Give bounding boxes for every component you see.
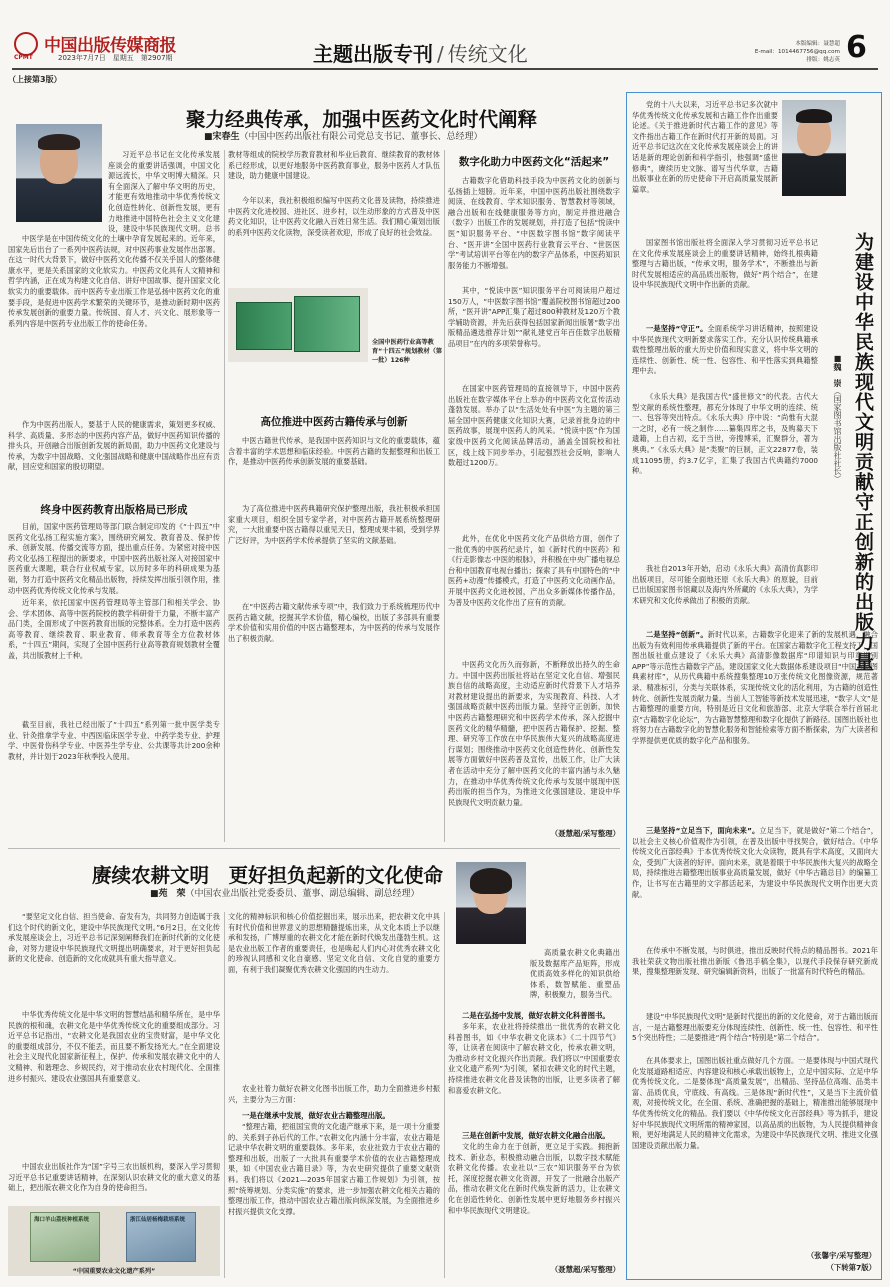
- article2-title: 赓续农耕文明 更好担负起新的文化使命: [92, 864, 444, 887]
- section-title: [313, 38, 528, 67]
- author3-portrait: [782, 100, 846, 196]
- a1-col3-p5: 中医药文化历久而弥新，不断释放出持久的生命力。中国中医药出版社将站在坚定文化自信、增强民族自信的战略高度，主动适应新时代背景下人才培养对教材建设提出的新要求，为实现教育、科技、人才强国战略贡献中医药出版力量。坚持守正创新，加快中医药古籍整理研究和中医药学术传承，深入挖掘中医药文化的精华精髓，把中医药古籍保护、挖掘、整理、研究等工作放在中华民族伟大复兴的战略高度进行谋划；围绕推动中医药文化创造性转化、创新性发展等方面做好中医药普及宣传，出版工作，让广大读者在活动中充分了解中医药文化的丰富内涵与永久魅力，在推动中华优秀传统文化传承与发展中展现中医药出版的担当作为，为推进文化强国建设、建设中华民族现代文明贡献力量。: [448, 660, 620, 807]
- heritage-books-image: [8, 1206, 220, 1276]
- article3-byline: [824, 354, 844, 554]
- a2-col3-h3: 三是在创新中发展，做好农耕文化融合出版。: [462, 1131, 610, 1140]
- book-cover-1: [30, 1212, 100, 1262]
- textbook-stack-2: [294, 296, 360, 352]
- a1-col2-p5: 在“中医药古籍文献传承专项”中，我们致力于系统梳理历代中医药古籍文献，挖掘其学术价值，精心编校，出版了多部具有重要学术价值和实用价值的中医古籍整理本，为中医药的传承与发展作出了积极贡献。: [228, 602, 440, 643]
- portrait1-hair: [38, 134, 80, 150]
- editor-info: [752, 40, 840, 64]
- a3-p10: 在具体要求上，国图出版社重点做好几个方面。一是要体现与中国式现代化发展道路相适应、内容建设和核心承载出版物上，立足中国实际、立足中华优秀传统文化。二是要体现“高质量发展”，出精品、坚持品位高端、品类丰富、品质优良，守底线、有高线。三是体现“新时代性”，又是当下主流价值观，对接传统文化，在全面、系统、准确把握的基础上，精准推出能够展现中华优秀传统文化的精品。我们要以《中华传统文化百部经典》等为抓手，建设好中华民族现代文明所需的精神家园，以高品质的出版物，为人民提供精神食粮，更好地满足人民的精神文化需求，为建设中华民族现代文明、推进文化强国建设贡献出版力量。: [632, 1056, 878, 1150]
- a3-h1: 一是坚持“守正”。: [646, 324, 708, 333]
- a3-intro: 党的十八大以来，习近平总书记多次就中华优秀传统文化传承发展和古籍工作作出重要论述。《关于推进新时代古籍工作的意见》等文件指出古籍工作在新时代打开新的局面。习近平总书记这次在文化传承发展座谈会上的讲话是新的理论创新和科学指引，他强调“盛世修典”，赓续历史文脉、谱写当代华章，古籍出版事业在新的历史使命下开启高质量发展新篇章。: [632, 100, 778, 194]
- article-separator: [8, 848, 620, 849]
- a3-h2: 二是坚持“创新”。: [646, 630, 708, 639]
- a1-col-rule-1: [224, 150, 225, 842]
- a2-col1-p3: 中国农业出版社作为“国”字号三农出版机构，要深入学习贯彻习近平总书记重要讲话精神，在深刻认识农耕文化的重大意义的基础上，把出版农耕文化作为自身的使命担当。: [8, 1162, 220, 1193]
- editor-name: 本版编辑：聂慧超: [795, 41, 840, 47]
- section-divider: /: [437, 42, 444, 66]
- logo-icon: [14, 32, 38, 56]
- a2-col2-p3: “整理古籍，把祖国宝贵的文化遗产继承下来，是一项十分重要的、关系到子孙后代的工作。”农耕文化内涵十分丰富，农业古籍是记录中华农耕文明的重要载体。多年来，农业社致力于农业古籍的整理和出版，出版了一大批具有重要学术价值的农业古籍整理成果，如《中国农业古籍目录》等，为农史研究提供了重要文献资料。我们将以《2021—2035年国家古籍工作规划》为引领，按照“统筹规划、分类实施”的要求，进一步加强农耕文化相关古籍的整理出版工作，推动中国农业古籍出版向纵深发展，为全面推进乡村振兴提供文化支撑。: [228, 1122, 440, 1216]
- portrait3-hair: [796, 109, 832, 123]
- article3-title: 为建设中华民族现代文明贡献守正创新的出版力量: [852, 232, 874, 672]
- a3-p6-text: 新时代以来，古籍数字化迎来了新的发展机遇，融合出版为有效利用传承典籍提供了新的平台。在国家古籍数字化工程支持下，国图出版社重点建设了《永乐大典》高清影像数据库“印谱知识与印章识别APP”等示范性古籍数字产品，建设国家文化大数据体系建设项目“中国古籍图典素材库”，从历代典籍中系统搜集整理10万张传统文化图像资源，规范著录、精准标引，分类与关联体系，实现传统文化的活化利用，为古籍的创造性转化、创新性发展贡献力量。当前人工智能等新技术发展迅速，“数字人文”是古籍整理的重要方向，特别是近日文化和旅游部、北京大学联合举行首届北京“古籍数字化论坛”，为古籍智慧整理和数字化提供了新路径。国图出版社也将努力在古籍数字化的智慧化服务和智能检索等方面不断探索，为广大读者和学界提供更优质的数字化产品和服务。: [632, 630, 878, 745]
- a3-h3: 三是坚持“立足当下，面向未来”。: [646, 826, 760, 835]
- section-subtitle: 传统文化: [447, 42, 528, 66]
- continued-from: （上接第3版）: [8, 75, 62, 84]
- a2-col1-p2: 中华优秀传统文化是中华文明的智慧结晶和精华所在，是中华民族的根和魂，农耕文化是中华优秀传统文化的重要组成部分。习近平总书记指出，“农耕文化是我国农业的宝贵财富，是中华文化的重要组成部分，不仅不能丢，而且要不断发扬光大。”在全面建设社会主义现代化国家新征程上，保护、传承和发展农耕文化中的人文精神、和谐理念、乡规民约，对于推动农业农村现代化、全面推进乡村振兴、建设农业强国具有重要意义。: [8, 1010, 220, 1083]
- a3-p9: 建设“中华民族现代文明”是新时代提出的新的文化使命，对于古籍出版而言，一是古籍整理出版要充分体现连续性、创新性、统一性、包容性、和平性5个突出特性；二是要推进“两个结合”特别是“第二个结合”。: [632, 1012, 878, 1043]
- editor-email: E-mail：1014467756@qq.com: [754, 49, 840, 55]
- a1-col2-p3: 中医古籍世代传承，是我国中医药知识与文化的重要载体，蕴含着丰富的学术思想和临床经验。中医药古籍的发掘整理和出版工作，是推动中医药传承创新发展的重要基础。: [228, 436, 440, 467]
- page-number: 6: [846, 30, 867, 65]
- article3-author: ■魏 崇: [833, 354, 842, 387]
- a1-col1-intro: 习近平总书记在文化传承发展座谈会的重要讲话强调，中国文化源远流长，中华文明博大精深。只有全面深入了解中华文明的历史，才能更有效地推动中华优秀传统文化创造性转化、创新性发展，更有力地推进中国特色社会主义文化建设，建设中华民族现代文明。总书: [108, 150, 220, 234]
- a1-col3-p1: 古籍数字化借助科技手段为中医药文化的创新与弘扬插上翅膀。近年来，中国中医药出版社围绕数字阅读、在线教育、学术知识服务、智慧教材等领域，融合出版和在线健康服务等方向，制定并推进融合（数字）出版工作的发展规划，并打造了包括“悦读中医”知识服务平台、“中医数字图书馆”数字阅读平台、“医开讲”全国中医药行业教育云平台、“世医医学”考试培训平台等在内的数字产品体系，中医药知识服务能力不断增强。: [448, 176, 620, 270]
- article1-title: 聚力经典传承，加强中医药文化时代阐释: [186, 108, 538, 131]
- a2-col-rule-1: [224, 912, 225, 1278]
- book-cover-1-title: 海口羊山荔枝种植系统: [34, 1217, 90, 1223]
- a1-col3-subhead: 数字化助力中医药文化“活起来”: [458, 156, 610, 168]
- a1-col2-p2: 今年以来，我社积极组织编写中医药文化普及读物，持续推进中医药文化进校园、进社区、进乡村，以生动形象的方式普及中医药文化知识，让中医药文化融入百姓日常生活。我们精心策划出版的系列中医药文化读物，深受读者欢迎，形成了良好的社会效益。: [228, 196, 440, 237]
- a2-col3-h2: 二是在弘扬中发展，做好农耕文化科普图书。: [462, 1011, 610, 1020]
- a1-col1-p5: 近年来，依托国家中医药管理局等主管部门和相关学会、协会、学术团体、高等中医药院校的教学科研骨干力量，不断丰富产品门类，全面形成了中医药教育出版的完整体系。全力打造中医药高等教育、继续教育、职业教育、师承教育等全方位教材体系，“十四五”期间，实现了全国中医药行业高等教育规划教材全覆盖，共出版教材上千种。: [8, 598, 220, 660]
- a2-col2-p1: 文化的精神标识和核心价值挖掘出来，展示出来，把农耕文化中具有时代价值和世界意义的思想精髓提炼出来，从文化本质上予以继承和发扬，广博厚重的农耕文化才能在新时代焕发出蓬勃生机。这是农业出版工作者的重要责任，也是唤起人们内心对优秀农耕文化的珍视认同感和文化自豪感、坚定文化自信、文化自觉的重要方面，有利于我们凝聚优秀农耕文化强国的内生动力。: [228, 912, 440, 974]
- a1-col1-p2: 中医学是在中国传统文化的土壤中孕育发展起来的。近年来，国家先后出台了一系列中医药法规，对中医药事业发展作出部署。在这一时代大背景下，做好中医药文化传播不仅关乎国人的整体健康水平，更是关系国家的文化软实力。中医药文化具有人文精神和哲学内涵，正在成为构建文化自信、讲好中国故事、提升国家文化软实力的重要载体。而中医药专业出版工作是弘扬中医药文化的重要手段，是促进中医药学术繁荣的关键环节，是推动新时期中医药传承发展创新的重要力量。传统国、育人才、兴文化、展形象等一系列内容是中医药专业出版工作的使命任务。: [8, 234, 220, 328]
- masthead: [0, 0, 890, 68]
- author2-portrait: [456, 862, 526, 944]
- header-rule: [12, 68, 878, 70]
- textbook-stack-1: [236, 302, 292, 350]
- book-cover-2-title: 浙江仙居杨梅栽培系统: [130, 1217, 186, 1223]
- a1-col3-p4: 此外，在优化中医药文化产品供给方面，创作了一批优秀的中医药纪录片，如《新时代的中医药》和《行走影像志·中医的根脉》，并积极在中央广播电视总台和中国教育电视台播出；探索了具有中国特色的“中医药+动漫”传播模式，打造了中医药文化动画作品，开展中医药文化进校园，产出众多新媒体传播作品，为普及中医药文化作出了应有的贡献。: [448, 534, 620, 607]
- editor-layout: 排版：姚志英: [806, 57, 840, 63]
- a1-credit: （聂慧超/采写整理）: [550, 829, 620, 838]
- issue-date: 2023年7月7日 星期五 第2907期: [58, 54, 173, 62]
- author1-portrait: [16, 124, 102, 222]
- a2-col2-p2: 农业社着力做好农耕文化图书出版工作，助力全面推进乡村振兴，主要分为三方面：: [228, 1084, 440, 1104]
- a2-col2-h1: 一是在继承中发展，做好农业古籍整理出版。: [242, 1111, 390, 1120]
- logo-sub: CPMT: [14, 54, 33, 61]
- article2-author-note: （中国农业出版社党委委员、董事、副总编辑、副总经理）: [185, 889, 420, 899]
- a3-p6: [632, 630, 878, 820]
- a2-col1-p1: “要坚定文化自信、担当使命、奋发有为，共同努力创造属于我们这个时代的新文化，建设中华民族现代文明。”6月2日，在文化传承发展座谈会上，习近平总书记深刻阐释我们在新时代新的文化使命，对努力建设中华民族现代文明提出明确要求，对于更好担负起新的文化使命、创造新的文化成就具有重大指导意义。: [8, 912, 220, 964]
- a1-col-rule-2: [444, 150, 445, 842]
- textbook-image-caption: 全国中医药行业高等教育“十四五”规划教材（第一批）126种: [372, 339, 443, 364]
- a3-credit: （张馨宇/采写整理）: [806, 1251, 876, 1260]
- a1-col1-p6: 截至目前，我社已经出版了“十四五”系列第一批中医学类专业、针灸推拿学专业、中西医临床医学专业、中药学类专业、护理学、中医骨伤科学专业、中医养生学专业、公共课等共计200余种教材，并计划于2023年秋季投入使用。: [8, 720, 220, 761]
- a3-p4: 《永乐大典》是我国古代“盛世修文”的代表。古代大型文献的系统性整理，都充分体现了中华文明的连续、统一、包容等突出特点。《永乐大典》序中说：“尚惟有大混一之时，必有一统之制作……纂集四库之书，及购募天下遗籍，上自古初，迄于当世，旁搜博采，汇聚群分，著为奥典。”《永乐大典》是“类聚”的巨制，正文22877卷，装成11095册，约3.7亿字，汇集了我国古代典籍约7000种。: [632, 392, 818, 476]
- a1-col1-subhead: 终身中医药教育出版格局已形成: [40, 504, 188, 516]
- a1-col2-p1: 教材等组成的院校学历教育教材和毕业后教育、继续教育的教材体系已经形成，以更好地服务中医药教育事业，服务中医药人才队伍建设，助力健康中国建设。: [228, 150, 440, 181]
- a1-col2-subhead: 高位推进中医药古籍传承与创新: [260, 416, 408, 428]
- a1-col3-p3: 在国家中医药管理局的直接领导下，中国中医药出版社在数字媒体平台上举办的中医药文化宣传活动蓬勃发展。举办了以“生活处处有中医”为主题的第三届全国中医药健康文化知识大赛，记录首批身边的中医药故事，展现中医药人的风采。“悦读中医”作为国家级中医药文化阅读品牌活动，涵盖全国院校和社区，线上线下同步举办，引起强烈社会反响，影响人数超过1200万。: [448, 384, 620, 468]
- a3-p2: 国家图书馆出版社将全面深入学习贯彻习近平总书记在文化传承发展座谈会上的重要讲话精神，始终扎根典籍整理与古籍出版，“传承文明，服务学术”，不断推出与新时代发展相适应的高品质出版物，做好“两个结合”，在建设中华民族现代文明中作出新的贡献。: [632, 238, 818, 290]
- a3-p5: 我社自2013年开始，启动《永乐大典》高清仿真影印出版项目，尽可能全面地还原《永乐大典》的原貌，目前已出版国家图书馆藏以及海内外所藏的《永乐大典》，为学术研究和文化传承做出了积极的贡献。: [632, 564, 818, 605]
- a3-p3-text: 全面系统学习讲话精神，按照建设中华民族现代文明新要求落实工作。充分认识传统典籍承载性整理出版的重大历史价值和现实意义，将中华文明的连续性、创新性、统一性、包容性、和平性落实到典籍整理中去。: [632, 324, 818, 376]
- article2-byline: [150, 886, 420, 899]
- a1-col3-p2: 其中，“悦读中医”知识服务平台可阅读用户超过150万人，“中医数字图书馆”覆盖院校图书馆超过200所，“医开讲”APP汇集了超过800种教材及120万个教学辅助资源，并先后获得包括国家新闻出版署“数字出版精品遴选推荐计划”“献礼建党百年百佳数字出版精品项目”在内的多项荣誉称号。: [448, 286, 620, 348]
- a3-p8: 在传承中不断发展，与时俱进，推出反映时代特点的精品图书。2021年我社荣获文物出版社推出新版《鲁迅手稿全集》，以现代手段保存研究新成果，搜集整理新发现、研究编辑新资料，出版了一批富有时代特色的精品。: [632, 946, 878, 977]
- article1-author: ■宋春生: [204, 132, 240, 142]
- a2-col3-p1: 高质量农耕文化典籍出版及数据库产品矩阵，形成优质高效多样化的知识供给体系，数智赋能、重塑品牌，积极聚力，服务当代。: [530, 948, 620, 1000]
- a2-col3-p2: 多年来，农业社将持续推出一批优秀的农耕文化科普图书，如《中华农耕文化读本》《二十四节气》等，让读者在阅读中了解农耕文化，传承农耕文明，为推动乡村文化振兴作出贡献。我们将以“中国重要农业文化遗产系列”为引领，紧扣农耕文化的时代主题，持续推进农耕文化普及读物的出版，让更多读者了解和喜爱农耕文化。: [448, 1022, 620, 1095]
- a2-col3-p3: 文化的生命力在于创新，更立足于实践。拥抱新技术、新业态，积极推动融合出版，以数字技术赋能农耕文化传播。农业社以“三农”知识服务平台为依托，深度挖掘农耕文化资源，开发了一批融合出版产品，推动农耕文化在新时代焕发新的活力，让农耕文化在创造性转化、创新性发展中更好地服务乡村振兴和中华民族现代文明建设。: [448, 1142, 620, 1215]
- a2-col-rule-2: [444, 912, 445, 1278]
- textbook-set-image: [228, 288, 368, 362]
- a3-p7: [632, 826, 878, 944]
- article1-byline: [204, 129, 483, 142]
- article3-author-note: （国家图书馆出版社社长）: [833, 387, 842, 483]
- a3-p7-text: 立足当下，就是做好“第二个结合”，以社会主义核心价值观作为引领，在普及出版中寻找契合，做好结合。《中华传统文化百部经典》于本优秀传统文化大众读物，既具有学术高度，又面向大众，受到广大读者的好评。面向未来，就是着眼于中华民族伟大复兴的战略全局，持续推进古籍整理出版事业高质量发展，做好《中华古籍总目》的编纂工作，让书写在古籍里的文字都活起来，为建设中华民族现代文明作出更大贡献。: [632, 826, 878, 899]
- a2-credit: （聂慧超/采写整理）: [550, 1265, 620, 1274]
- a1-col1-p4: 目前，国家中医药管理局等部门联合制定印发的《“十四五”中医药文化弘扬工程实施方案》，围绕研究阐发、教育普及、保护传承、创新发展、传播交流等方面，提出重点任务。为紧密对接中医药文化弘扬工程提出的新要求，中国中医药出版社深入对接国家中医药重大课题，联合行业权威专家，以历时多年的科研成果为基础，努力打造中医药文化精品出版物，持续发挥出版引领作用，推动中医药优秀传统文化传承与发展。: [8, 522, 220, 595]
- a3-continued: （下转第7版）: [826, 1263, 876, 1272]
- a1-col2-p4: 为了高位推进中医药典籍研究保护整理出版，我社积极承担国家重大项目，组织全国专家学者，对中医药古籍开展系统整理研究，一大批重要中医古籍得以重见天日，整理成果丰硕，受到学界广泛好评，为中医药学术传承提供了坚实的文献基础。: [228, 504, 440, 545]
- a3-p3: [632, 324, 818, 390]
- a1-col1-p3: 作为中医药出版人，要基于人民的健康需求，策划更多权威、科学、高质量、多形态的中医药内容产品，做好中医药知识传播的排头兵，开创融合出版创新发展的新局面，助力中医药文化建设与传承，为数字中国战略、文化强国战略和健康中国战略作出应有贡献，回应党和国家的殷切期望。: [8, 420, 220, 472]
- portrait2-hair: [470, 868, 512, 894]
- heritage-books-caption: “中国重要农业文化遗产系列”: [72, 1268, 156, 1275]
- logo-text: 中国出版传媒商报: [44, 36, 176, 56]
- section-title-main: 主题出版专刊: [313, 42, 433, 66]
- article1-author-note: （中国中医药出版社有限公司党总支书记、董事长、总经理）: [239, 132, 483, 142]
- article2-author: ■苑 荣: [150, 889, 186, 899]
- book-cover-2: [126, 1212, 196, 1262]
